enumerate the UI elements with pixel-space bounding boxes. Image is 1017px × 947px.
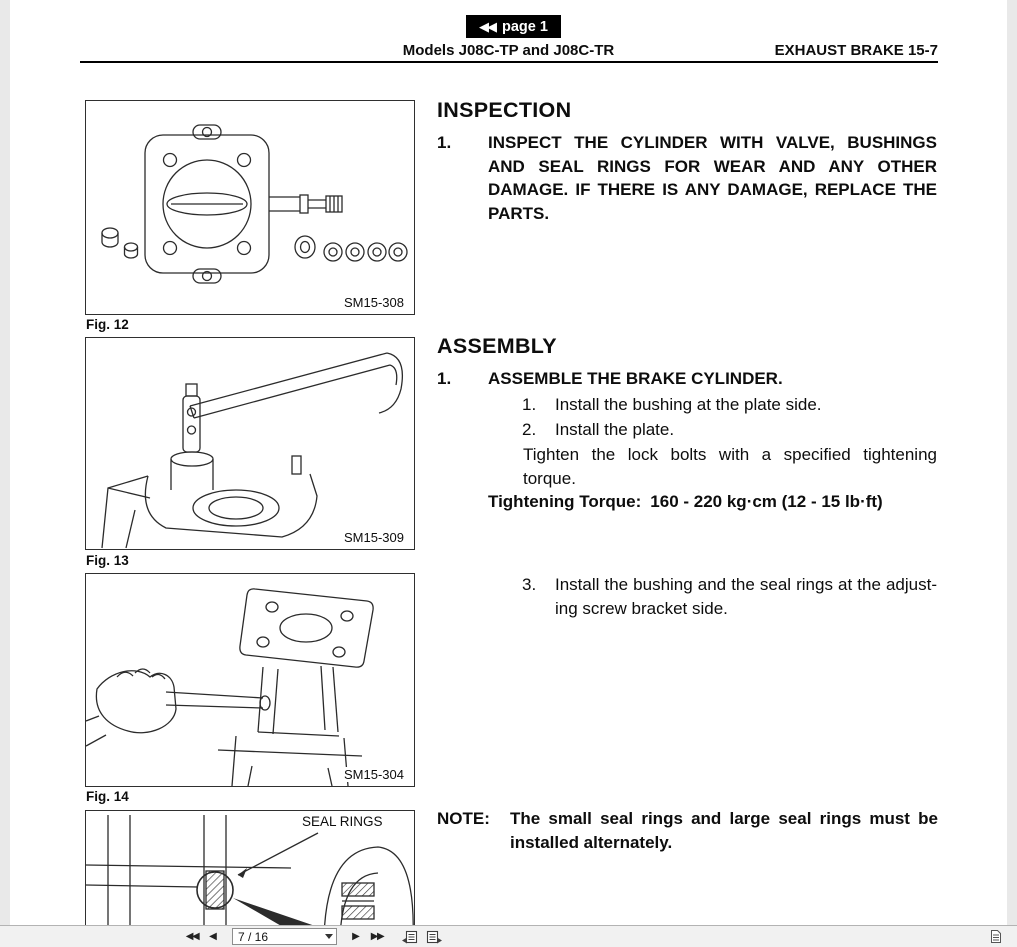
torque-line xyxy=(488,492,883,512)
header-models: Models J08C-TP and J08C-TR xyxy=(402,42,615,59)
first-page-icon: ◀◀ xyxy=(185,931,199,942)
torque-label: Tightening Torque: xyxy=(488,492,642,511)
assembly-title: ASSEMBLY xyxy=(437,334,557,358)
substep-2-text: Install the plate. xyxy=(555,420,675,439)
page-back-label: page 1 xyxy=(502,18,548,35)
inspection-item-text: INSPECT THE CYLINDER WITH VALVE, BUSHINGS AND SEAL RINGS FOR WEAR AND ANY OTHER DAMAGE. IF THERE IS ANY DAMAGE, REPLACE THE PARTS. xyxy=(488,133,937,223)
figure-13-code: SM15-309 xyxy=(344,530,404,545)
substep-1-text: Install the bushing at the plate side. xyxy=(555,395,822,414)
note-label: NOTE: xyxy=(437,809,490,828)
document-page xyxy=(10,0,1007,925)
document-panel-button[interactable] xyxy=(987,928,1005,946)
header-rule xyxy=(80,61,938,63)
toolbar-right-group xyxy=(987,928,1005,946)
assembly-step-text: ASSEMBLE THE BRAKE CYLINDER. xyxy=(488,369,783,388)
next-page-button[interactable] xyxy=(347,928,365,946)
figure-14-caption: Fig. 14 xyxy=(86,789,129,804)
figure-13-caption: Fig. 13 xyxy=(86,553,129,568)
last-page-button[interactable] xyxy=(368,928,386,946)
torque-value: 160 - 220 kg·cm (12 - 15 lb·ft) xyxy=(650,492,883,511)
figure-12-code: SM15-308 xyxy=(344,295,404,310)
figure-12-caption: Fig. 12 xyxy=(86,317,129,332)
first-page-button[interactable] xyxy=(183,928,201,946)
assembly-step xyxy=(437,367,937,391)
substep-3 xyxy=(437,573,937,620)
note-block xyxy=(437,807,938,854)
figure-13 xyxy=(85,337,415,550)
header-section: EXHAUST BRAKE 15-7 xyxy=(774,42,938,59)
prev-page-button[interactable] xyxy=(204,928,222,946)
page-back-button[interactable] xyxy=(466,15,561,38)
page-number-dropdown[interactable] xyxy=(321,929,336,944)
next-view-button[interactable] xyxy=(425,928,443,946)
page-nav-group xyxy=(183,928,443,946)
figure-12 xyxy=(85,100,415,315)
view-history-group xyxy=(401,928,443,946)
page-number-input[interactable] xyxy=(233,930,321,944)
figure-14 xyxy=(85,573,415,787)
substep-3-number: 3. xyxy=(522,575,537,594)
substep-3-text: Install the bushing and the seal rings at the adjusting screw bracket side. xyxy=(555,575,937,618)
figure-14-code: SM15-304 xyxy=(344,767,404,782)
substep-2 xyxy=(437,418,937,442)
seal-rings-label: SEAL RINGS xyxy=(302,814,383,829)
prev-page-icon: ◀ xyxy=(209,931,217,942)
next-view-icon xyxy=(426,930,442,944)
substep-1 xyxy=(437,393,937,417)
back-arrows-icon: ◀◀ xyxy=(479,18,495,34)
figure-13-image xyxy=(86,338,414,549)
inspection-item-number: 1. xyxy=(437,133,452,152)
document-icon xyxy=(990,929,1002,944)
figure-14-image xyxy=(86,574,414,786)
inspection-item xyxy=(437,131,937,225)
substep-2-detail: Tighten the lock bolts with a specified tightening torque. xyxy=(523,445,937,488)
prev-view-button[interactable] xyxy=(401,928,419,946)
chevron-down-icon xyxy=(325,934,333,939)
substep-2-number: 2. xyxy=(522,420,537,439)
page-number-combobox[interactable] xyxy=(232,928,337,945)
last-page-icon: ▶▶ xyxy=(370,931,384,942)
note-text: The small seal rings and large seal rings must be installed alternately. xyxy=(510,809,938,852)
next-page-icon: ▶ xyxy=(352,931,360,942)
prev-view-icon xyxy=(402,930,418,944)
substep-1-number: 1. xyxy=(522,395,537,414)
figure-15 xyxy=(85,810,415,925)
assembly-step-number: 1. xyxy=(437,369,452,388)
inspection-title: INSPECTION xyxy=(437,98,572,122)
toolbar xyxy=(0,925,1017,947)
figure-12-image xyxy=(86,101,414,314)
